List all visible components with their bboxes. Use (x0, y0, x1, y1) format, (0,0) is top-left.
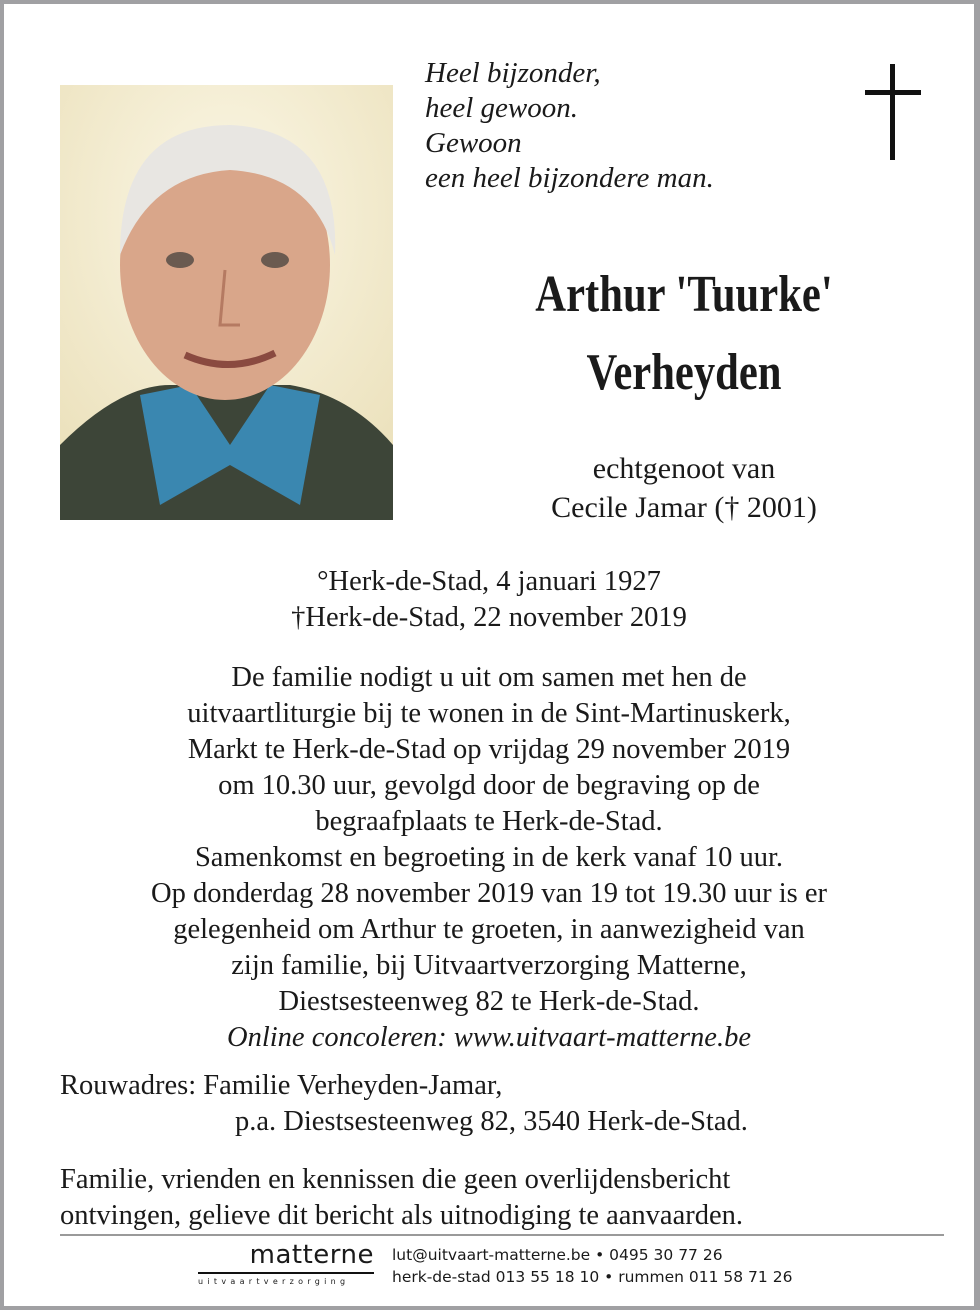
footer-contact (392, 1244, 792, 1288)
online-condolence-link[interactable]: Online concoleren: www.uitvaart-matterne.be (227, 1022, 751, 1053)
mourning-address (60, 1068, 748, 1140)
death-date: †Herk-de-Stad, 22 november 2019 (291, 602, 687, 633)
address-line-2: p.a. Diestsesteenweg 82, 3540 Herk-de-Stad. (235, 1106, 748, 1137)
detail-line: uitvaartliturgie bij te wonen in de Sint-Martinuskerk, (187, 698, 791, 729)
poem-line: Heel bijzonder, (425, 57, 601, 89)
detail-line: begraafplaats te Herk-de-Stad. (315, 806, 663, 837)
name-line-2: Verheyden (586, 344, 782, 401)
contact-line-1: lut@uitvaart-matterne.be • 0495 30 77 26 (392, 1246, 723, 1264)
logo-bar (198, 1272, 374, 1274)
matterne-logo (198, 1240, 374, 1286)
deceased-name (487, 256, 881, 412)
detail-line: De familie nodigt u uit om samen met hen de (231, 662, 747, 693)
detail-line: gelegenheid om Arthur te groeten, in aanwezigheid van (173, 914, 805, 945)
spouse-line-2: Cecile Jamar († 2001) (551, 491, 817, 524)
logo-subtitle: uitvaartverzorging (198, 1277, 350, 1286)
birth-date: °Herk-de-Stad, 4 januari 1927 (317, 566, 661, 597)
closing-line: ontvingen, gelieve dit bericht als uitnodiging te aanvaarden. (60, 1200, 743, 1231)
address-line-1: Rouwadres: Familie Verheyden-Jamar, (60, 1070, 503, 1101)
detail-line: Samenkomst en begroeting in de kerk vanaf 10 uur. (194, 842, 784, 873)
contact-line-2: herk-de-stad 013 55 18 10 • rummen 011 58 71 26 (392, 1268, 793, 1286)
closing-line: Familie, vrienden en kennissen die geen overlijdensbericht (60, 1164, 731, 1195)
detail-line: Markt te Herk-de-Stad op vrijdag 29 november 2019 (187, 734, 791, 765)
poem (425, 56, 714, 196)
logo-word: matterne (249, 1240, 374, 1270)
detail-line: Op donderdag 28 november 2019 van 19 tot 19.30 uur is er (151, 878, 827, 909)
portrait-photo (60, 85, 393, 520)
detail-line: Diestsesteenweg 82 te Herk-de-Stad. (278, 986, 700, 1017)
spouse-line-1: echtgenoot van (592, 452, 776, 485)
detail-line: zijn familie, bij Uitvaartverzorging Matterne, (231, 950, 747, 981)
life-dates (4, 564, 974, 636)
obituary-card (4, 4, 974, 1306)
name-line-1: Arthur 'Tuurke' (535, 266, 833, 323)
detail-line: om 10.30 uur, gevolgd door de begraving op de (218, 770, 760, 801)
poem-line: een heel bijzondere man. (425, 162, 714, 194)
spouse-info (444, 449, 924, 527)
funeral-details (4, 660, 974, 1056)
footer-divider (60, 1234, 944, 1236)
poem-line: heel gewoon. (425, 92, 579, 124)
closing-note (60, 1162, 743, 1234)
cross-icon (865, 64, 921, 160)
poem-line: Gewoon (425, 127, 522, 159)
